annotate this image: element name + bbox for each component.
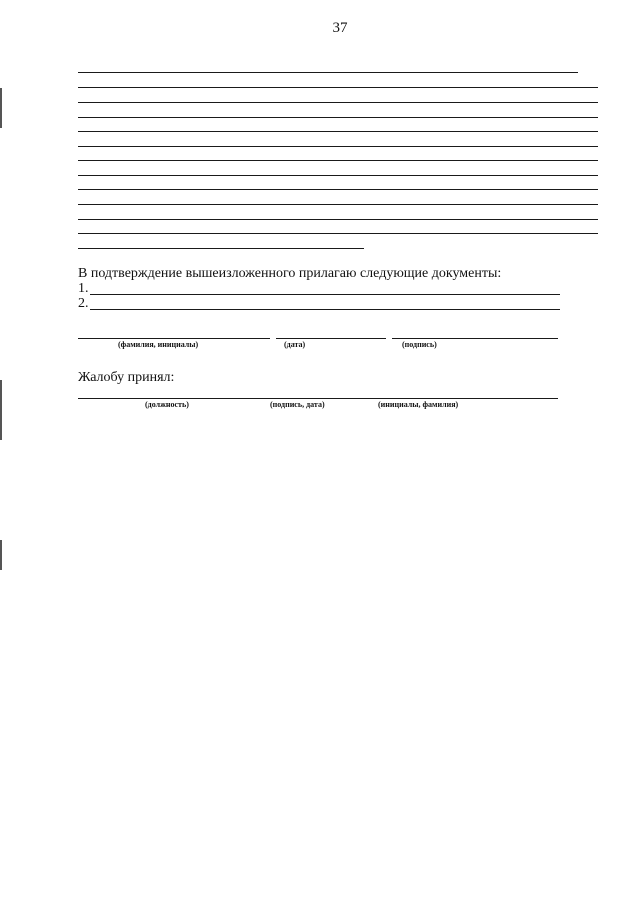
writing-line: [78, 233, 598, 234]
writing-line: [78, 219, 598, 220]
attachment-number: 1.: [78, 281, 89, 296]
scan-mark: [0, 88, 2, 128]
attachment-line: [90, 309, 560, 310]
attachment-number: 2.: [78, 296, 89, 311]
attachment-item: [78, 296, 89, 312]
acceptance-line: [78, 398, 558, 399]
signature-line: [392, 338, 558, 339]
writing-line: [78, 102, 598, 103]
acceptance-caption-initials: (инициалы, фамилия): [378, 400, 459, 409]
writing-line: [78, 248, 364, 249]
writing-line: [78, 175, 598, 176]
attachments-heading: В подтверждение вышеизложенного прилагаю следующие документы:: [78, 266, 502, 281]
scan-mark: [0, 540, 2, 570]
signature-line: [276, 338, 386, 339]
attachment-line: [90, 294, 560, 295]
signature-line: [78, 338, 270, 339]
signature-caption-date: (дата): [284, 340, 306, 349]
writing-line: [78, 189, 598, 190]
writing-line: [78, 87, 598, 88]
writing-line: [78, 146, 598, 147]
acceptance-caption-position: (должность): [145, 400, 189, 409]
attachment-item: [78, 281, 89, 297]
acceptance-caption-signature-date: (подпись, дата): [270, 400, 325, 409]
writing-line: [78, 117, 598, 118]
page-number: 37: [332, 20, 348, 36]
signature-caption-signature: (подпись): [402, 340, 437, 349]
writing-line: [78, 160, 598, 161]
writing-line: [78, 204, 598, 205]
acceptance-label: Жалобу принял:: [78, 370, 175, 385]
writing-line: [78, 72, 578, 73]
writing-line: [78, 131, 598, 132]
scan-mark: [0, 380, 2, 440]
signature-caption-name: (фамилия, инициалы): [118, 340, 199, 349]
